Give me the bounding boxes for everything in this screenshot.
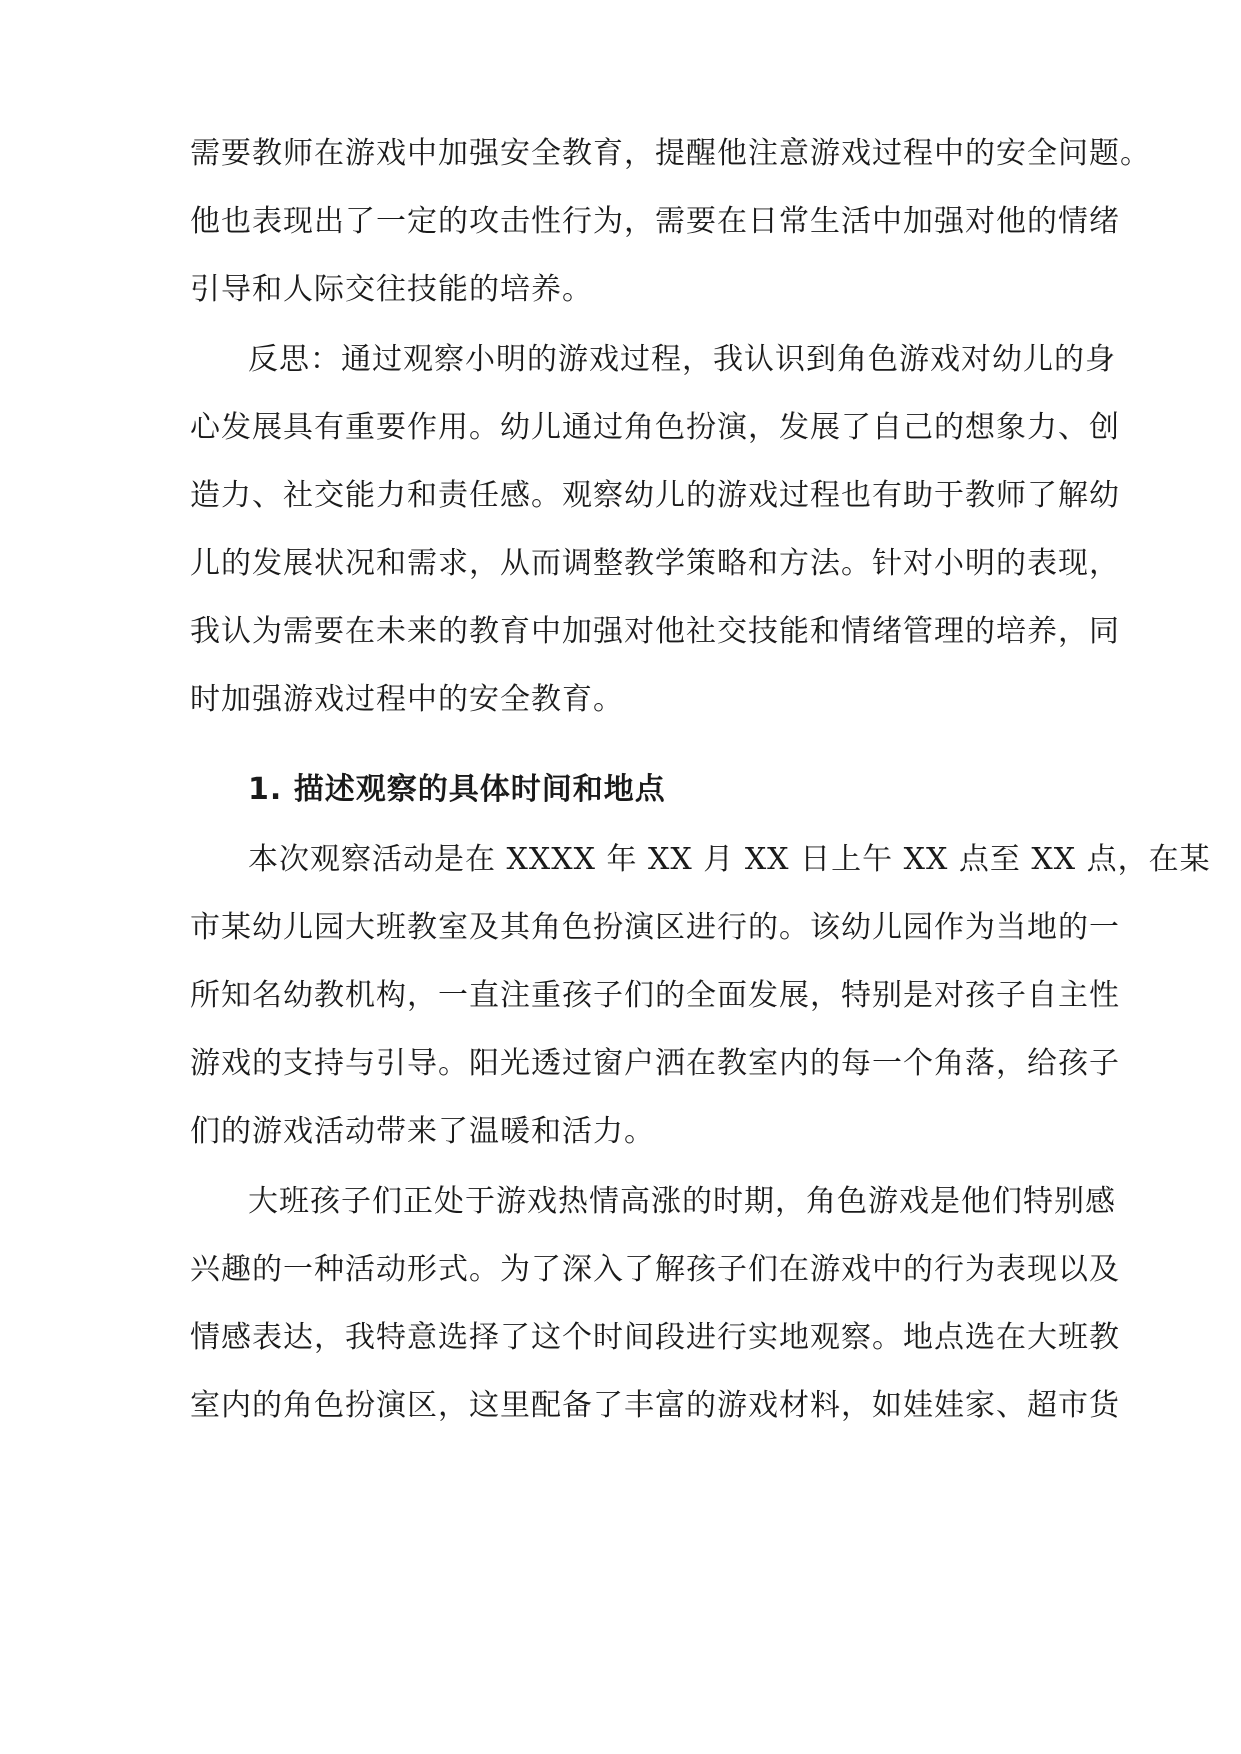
- paragraph-2-line-4: 儿的发展状况和需求，从而调整教学策略和方法。针对小明的表现，: [190, 546, 1120, 581]
- paragraph-3-line-5: 们的游戏活动带来了温暖和活力。: [190, 1114, 655, 1149]
- paragraph-2-line-2: 心发展具有重要作用。幼儿通过角色扮演，发展了自己的想象力、创: [190, 410, 1120, 445]
- paragraph-3-line-1: 本次观察活动是在 XXXX 年 XX 月 XX 日上午 XX 点至 XX 点，在某: [248, 842, 1211, 877]
- paragraph-2-line-1: 反思：通过观察小明的游戏过程，我认识到角色游戏对幼儿的身: [248, 342, 1116, 377]
- paragraph-1-line-3: 引导和人际交往技能的培养。: [190, 272, 593, 307]
- paragraph-2-line-5: 我认为需要在未来的教育中加强对他社交技能和情绪管理的培养，同: [190, 614, 1120, 649]
- paragraph-3-line-3: 所知名幼教机构，一直注重孩子们的全面发展，特别是对孩子自主性: [190, 978, 1120, 1013]
- paragraph-1-line-2: 他也表现出了一定的攻击性行为，需要在日常生活中加强对他的情绪: [190, 204, 1120, 239]
- paragraph-4-line-1: 大班孩子们正处于游戏热情高涨的时期，角色游戏是他们特别感: [248, 1184, 1116, 1219]
- paragraph-3-line-2: 市某幼儿园大班教室及其角色扮演区进行的。该幼儿园作为当地的一: [190, 910, 1120, 945]
- paragraph-1-line-1: 需要教师在游戏中加强安全教育，提醒他注意游戏过程中的安全问题。: [190, 136, 1151, 171]
- paragraph-2-line-3: 造力、社交能力和责任感。观察幼儿的游戏过程也有助于教师了解幼: [190, 478, 1120, 513]
- section-heading: 1. 描述观察的具体时间和地点: [248, 772, 666, 807]
- paragraph-4-line-2: 兴趣的一种活动形式。为了深入了解孩子们在游戏中的行为表现以及: [190, 1252, 1120, 1287]
- paragraph-2-line-6: 时加强游戏过程中的安全教育。: [190, 682, 624, 717]
- paragraph-4-line-3: 情感表达，我特意选择了这个时间段进行实地观察。地点选在大班教: [190, 1320, 1120, 1355]
- paragraph-3-line-4: 游戏的支持与引导。阳光透过窗户洒在教室内的每一个角落，给孩子: [190, 1046, 1120, 1081]
- paragraph-4-line-4: 室内的角色扮演区，这里配备了丰富的游戏材料，如娃娃家、超市货: [190, 1388, 1120, 1423]
